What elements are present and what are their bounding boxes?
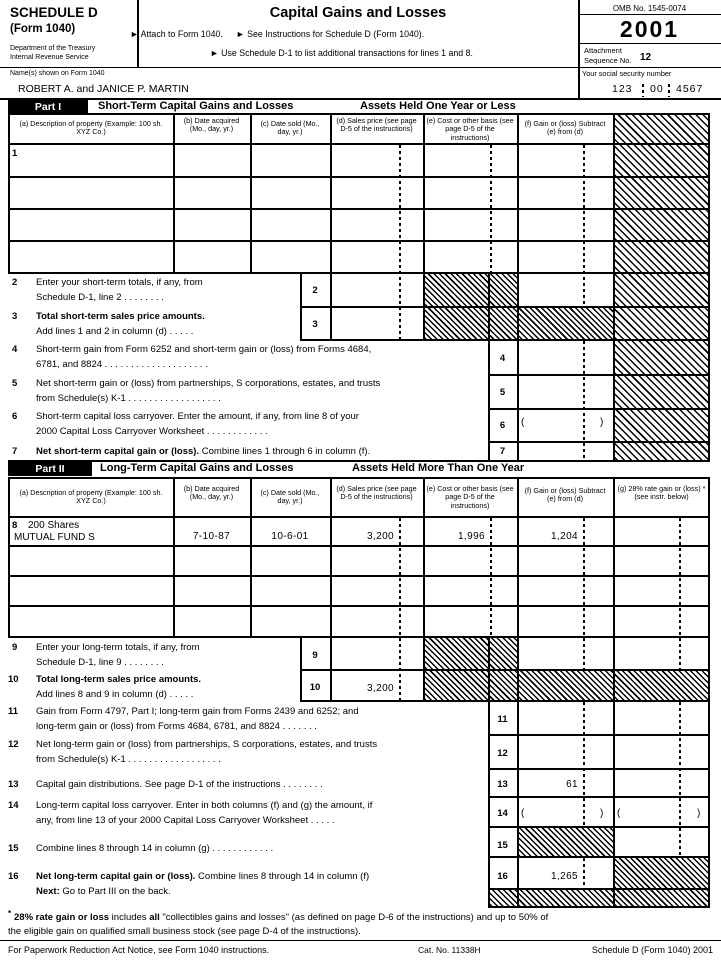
line6-amount-f[interactable] (517, 409, 613, 441)
line2-box-number: 2 (312, 285, 318, 296)
attachment-divider (578, 43, 721, 44)
line2-text-1: Enter your short-term totals, if any, from (36, 277, 203, 288)
line8-sales-price: 3,200 (366, 531, 394, 542)
part1-subtitle: Assets Held One Year or Less (360, 100, 516, 112)
line9-shaded-e (423, 638, 517, 670)
footer-paperwork-notice: For Paperwork Reduction Act Notice, see Form 1040 instructions. (8, 945, 270, 955)
line14-f-close-paren: ) (600, 808, 604, 819)
line15-label: 15 (8, 843, 19, 854)
line10-box-number: 10 (309, 682, 321, 693)
line11-box-number: 11 (497, 714, 508, 725)
part1-entries-grid[interactable] (8, 145, 613, 272)
line9-text-2: Schedule D-1, line 9 . . . . . . . . (36, 657, 164, 668)
line9-text-1: Enter your long-term totals, if any, from (36, 642, 200, 653)
name-value: ROBERT A. and JANICE P. MARTIN (18, 83, 189, 95)
grid-line (613, 115, 615, 462)
line13-box-number: 13 (497, 779, 508, 790)
line7-text (36, 446, 370, 457)
line8-description-2: MUTUAL FUND S (14, 532, 95, 543)
line14-f-open-paren: ( (521, 808, 525, 819)
grid-line (488, 888, 710, 890)
part2-badge: Part II (8, 462, 92, 476)
line5-box-number: 5 (499, 387, 506, 398)
part1-title: Short-Term Capital Gains and Losses (98, 100, 294, 112)
line3-label: 3 (12, 311, 18, 322)
line6-text-1: Short-term capital loss carryover. Enter the amount, if any, from line 8 of your (36, 411, 359, 422)
dept-line2: Internal Revenue Service (10, 54, 89, 61)
ssn-separator (642, 84, 644, 97)
line2-amount-d[interactable] (330, 273, 423, 306)
line3-amount-d[interactable] (330, 307, 423, 339)
line11-text-1: Gain from Form 4797, Part I; long-term gain from Forms 2439 and 6252; and (36, 706, 359, 717)
line14-amount-g[interactable] (613, 798, 708, 826)
line8-number: 8 (12, 520, 18, 531)
line14-g-open-paren: ( (617, 808, 621, 819)
ssn-part3: 4567 (676, 83, 704, 95)
line16-text-2 (36, 886, 171, 897)
line14-g-close-paren: ) (697, 808, 701, 819)
line9-amount-f[interactable] (517, 638, 613, 669)
line9-box-number: 9 (312, 650, 318, 661)
line12-text-1: Net long-term gain or (loss) from partnerships, S corporations, estates, and trusts (36, 739, 378, 750)
grid-line (488, 273, 490, 462)
attach-instruction-3: ► Use Schedule D-1 to list additional transactions for lines 1 and 8. (210, 48, 473, 58)
line12-label: 12 (8, 739, 19, 750)
part1-col-c: (c) Date sold (Mo., day, yr.) (260, 119, 320, 137)
line5-text-1: Net short-term gain or (loss) from partnerships, S corporations, estates, and trusts (36, 378, 381, 389)
bottom-shaded-strip (488, 890, 710, 907)
footer-catalog-number: Cat. No. 11338H (418, 945, 481, 955)
line7-box-number: 7 (499, 446, 506, 457)
line5-text-2: from Schedule(s) K-1 . . . . . . . . . . . . . . . . . . (36, 393, 221, 404)
line9-amount-g[interactable] (613, 638, 708, 669)
part2-subtitle: Assets Held More Than One Year (352, 462, 525, 474)
line16-text-1 (36, 871, 369, 882)
line16-next-rest: Go to Part III on the back. (59, 886, 171, 897)
line3-box-number: 3 (312, 319, 318, 330)
line6-text-2: 2000 Capital Loss Carryover Worksheet . . . . . . . . . . . . (36, 426, 268, 437)
footnote-star: * (8, 909, 12, 918)
footer-form-id: Schedule D (Form 1040) 2001 (591, 945, 713, 955)
footnote-seg-1: includes (109, 912, 150, 923)
line11-amount-g[interactable] (613, 702, 708, 734)
omb-divider (578, 14, 721, 15)
line14-text-2: any, from line 13 of your 2000 Capital Loss Carryover Worksheet . . . . . (36, 815, 335, 826)
part2-title: Long-Term Capital Gains and Losses (100, 462, 294, 474)
part2-col-g: (g) 28% rate gain or (loss) * (see instr. below) (617, 484, 706, 502)
line4-amount-f[interactable] (517, 341, 613, 374)
line6-box-number: 6 (499, 420, 506, 431)
grid-line (300, 339, 710, 341)
line14-amount-f[interactable] (517, 798, 613, 826)
line8-cost-basis: 1,996 (457, 531, 485, 542)
line8-gain: 1,204 (550, 531, 578, 542)
line8-date-sold: 10-6-01 (271, 531, 309, 542)
line8-date-acquired: 7-10-87 (192, 531, 231, 542)
footnote-bold-2: all (149, 912, 160, 923)
line4-text-2: 6781, and 8824 . . . . . . . . . . . . . . . . . . . . (36, 359, 208, 370)
dept-line1: Department of the Treasury (10, 45, 96, 52)
line1-number: 1 (12, 148, 18, 159)
ssn-separator (668, 84, 670, 97)
line6-open-paren: ( (521, 417, 525, 428)
header-divider (0, 67, 721, 68)
line11-text-2: long-term gain or (loss) from Forms 4684, 6781, and 8824 . . . . . . . (36, 721, 317, 732)
part1-col-a: (a) Description of property (Example: 100 sh. XYZ Co.) (19, 119, 163, 137)
line10-label: 10 (8, 674, 19, 685)
line8-description-1: 200 Shares (28, 520, 80, 531)
attach-instruction-2: ► See Instructions for Schedule D (Form 1040). (236, 29, 425, 39)
attach-instruction-1: ► Attach to Form 1040. (130, 29, 223, 39)
line16-text-rest: Combine lines 8 through 14 in column (f) (195, 871, 370, 882)
form-title: Capital Gains and Losses (269, 5, 447, 21)
omb-number: OMB No. 1545-0074 (612, 4, 687, 13)
line12-text-2: from Schedule(s) K-1 . . . . . . . . . . . . . . . . . . (36, 754, 221, 765)
line12-amount-f[interactable] (517, 736, 613, 768)
line4-text-1: Short-term gain from Form 6252 and short-term gain or (loss) from Forms 4684, (36, 344, 372, 355)
line15-text: Combine lines 8 through 14 in column (g) . . . . . . . . . . . . (36, 843, 274, 854)
line15-amount-g[interactable] (613, 828, 708, 856)
line16-text-bold: Net long-term capital gain or (loss). (36, 871, 196, 882)
part2-col-a: (a) Description of property (Example: 100 sh. XYZ Co.) (19, 488, 163, 506)
grid-line (300, 273, 302, 341)
line16-amount: 1,265 (550, 871, 578, 882)
grid-line (488, 638, 490, 908)
part2-col-c: (c) Date sold (Mo., day, yr.) (260, 488, 320, 506)
grid-line (708, 115, 710, 462)
line10-text-2: Add lines 8 and 9 in column (d) . . . . . (36, 689, 194, 700)
line16-box-number: 16 (497, 871, 508, 882)
line11-amount-f[interactable] (517, 702, 613, 734)
line16-label: 16 (8, 871, 19, 882)
schedule-label: SCHEDULE D (10, 5, 98, 20)
line5-label: 5 (12, 378, 18, 389)
line3-text-2: Add lines 1 and 2 in column (d) . . . . . (36, 326, 194, 337)
line4-box-number: 4 (499, 353, 506, 364)
line6-close-paren: ) (600, 417, 604, 428)
grid-line (488, 906, 710, 908)
line13-amount-g[interactable] (613, 770, 708, 796)
line10-sales-total: 3,200 (366, 683, 394, 694)
line2-text-2: Schedule D-1, line 2 . . . . . . . . (36, 292, 164, 303)
ssn-part2: 00 (650, 83, 664, 95)
footer-divider (0, 940, 721, 941)
line7-amount-f[interactable] (517, 443, 613, 460)
part2-col-b: (b) Date acquired (Mo., day, yr.) (183, 484, 240, 502)
part2-bar-divider (8, 477, 710, 479)
line2-amount-f[interactable] (517, 273, 613, 306)
line13-label: 13 (8, 779, 19, 790)
part1-col-d: (d) Sales price (see page D-5 of the instructions) (336, 116, 417, 134)
line7-text-rest: Combine lines 1 through 6 in column (f). (199, 446, 371, 457)
part1-col-e: (e) Cost or other basis (see page D-5 of the instructions) (426, 116, 514, 142)
line12-box-number: 12 (497, 748, 508, 759)
line2-label: 2 (12, 277, 18, 288)
part1-col-f: (f) Gain or (loss) Subtract (e) from (d) (524, 119, 606, 137)
line16-shaded-g (613, 858, 710, 890)
footnote-line-2: the eligible gain on qualified small business stock (see page D-4 of the instructions). (8, 926, 361, 937)
part2-col-e: (e) Cost or other basis (see page D-5 of the instructions) (426, 484, 514, 510)
line16-next-bold: Next: (36, 886, 60, 897)
line5-amount-f[interactable] (517, 375, 613, 408)
line9-amount-d[interactable] (330, 638, 423, 669)
name-label: Name(s) shown on Form 1040 (10, 70, 105, 77)
line14-text-1: Long-term capital loss carryover. Enter in both columns (f) and (g) the amount, if (36, 800, 373, 811)
ssn-part1: 123 (612, 83, 633, 95)
line10-text-1: Total long-term sales price amounts. (36, 674, 202, 685)
line7-text-bold: Net short-term capital gain or (loss). (36, 446, 200, 457)
part1-bar-divider (8, 113, 710, 115)
sequence-number: 12 (640, 52, 652, 63)
line12-amount-g[interactable] (613, 736, 708, 768)
line7-label: 7 (12, 446, 18, 457)
footnote-bold-1: 28% rate gain or loss (14, 912, 110, 923)
line6-label: 6 (12, 411, 18, 422)
line13-text: Capital gain distributions. See page D-1 of the instructions . . . . . . . . (36, 779, 323, 790)
footnote-seg-2: "collectibles gains and losses" (as defined on page D-6 of the instructions) and up to 50% of (159, 912, 549, 923)
part2-col-f: (f) Gain or (loss) Subtract (e) from (d) (524, 486, 606, 504)
line10-shaded-efg (423, 670, 710, 702)
line15-shaded-f (517, 828, 613, 858)
part1-col-b: (b) Date acquired (Mo., day, yr.) (183, 116, 240, 134)
form-number: (Form 1040) (10, 23, 76, 35)
line13-amount: 61 (566, 779, 578, 790)
line14-label: 14 (8, 800, 19, 811)
footnote-line-1 (14, 912, 548, 923)
line14-box-number: 14 (497, 808, 508, 819)
ssn-label: Your social security number (582, 69, 672, 78)
line4-label: 4 (12, 344, 18, 355)
line2-shaded-e (423, 273, 517, 307)
part1-badge: Part I (8, 100, 88, 113)
line9-label: 9 (12, 642, 18, 653)
attachment-label: Attachment (584, 46, 622, 55)
sequence-label: Sequence No. (584, 56, 632, 65)
line11-label: 11 (8, 706, 19, 717)
part2-col-d: (d) Sales price (see page D-5 of the instructions) (336, 484, 417, 502)
line15-box-number: 15 (497, 840, 508, 851)
tax-year: 2001 (619, 16, 680, 42)
line3-text-1: Total short-term sales price amounts. (36, 311, 205, 322)
